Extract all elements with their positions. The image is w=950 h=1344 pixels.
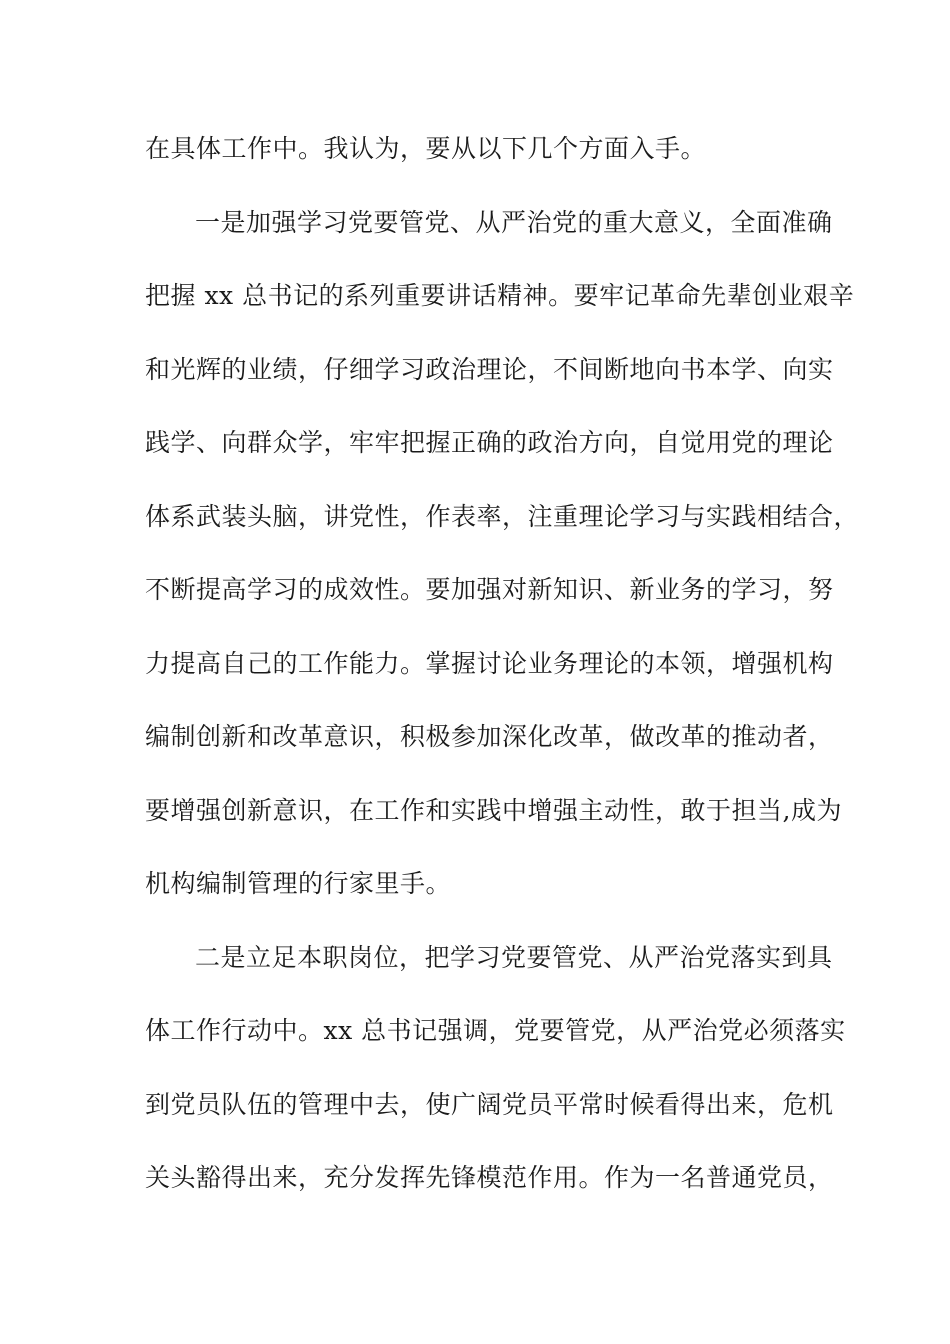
text-line: 编制创新和改革意识，积极参加深化改革，做改革的推动者， — [145, 722, 834, 751]
text-line: 不断提高学习的成效性。要加强对新知识、新业务的学习，努 — [145, 575, 834, 604]
text-line: 把握 xx 总书记的系列重要讲话精神。要牢记革命先辈创业艰辛 — [145, 281, 855, 310]
text-line: 到党员队伍的管理中去，使广阔党员平常时候看得出来，危机 — [145, 1089, 834, 1119]
text-line: 在具体工作中。我认为，要从以下几个方面入手。 — [145, 134, 707, 163]
paragraph-two-start: 二是立足本职岗位，把学习党要管党、从严治党落实到具 — [195, 942, 833, 972]
text-line: 机构编制管理的行家里手。 — [145, 869, 452, 898]
text-line: 关头豁得出来，充分发挥先锋模范作用。作为一名普通党员， — [145, 1163, 834, 1192]
text-line: 体系武装头脑，讲党性，作表率，注重理论学习与实践相结合， — [145, 501, 860, 531]
text-line: 践学、向群众学，牢牢把握正确的政治方向，自觉用党的理论 — [145, 428, 834, 457]
text-line: 力提高自己的工作能力。掌握讨论业务理论的本领，增强机构 — [145, 648, 834, 678]
text-line: 和光辉的业绩，仔细学习政治理论，不间断地向书本学、向实 — [145, 354, 834, 384]
body-text — [145, 124, 860, 1227]
text-line: 体工作行动中。xx 总书记强调，党要管党，从严治党必须落实 — [145, 1016, 846, 1045]
text-line: 要增强创新意识，在工作和实践中增强主动性，敢于担当,成为 — [145, 795, 842, 825]
paragraph-one-start: 一是加强学习党要管党、从严治党的重大意义，全面准确 — [195, 207, 833, 237]
